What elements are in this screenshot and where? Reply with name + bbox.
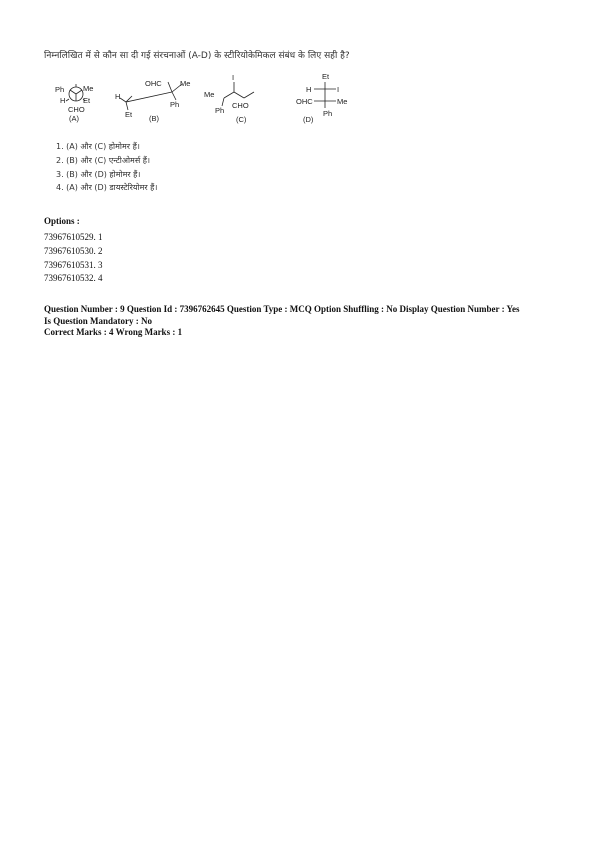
option-id: 73967610530. 2 [44, 245, 103, 256]
group-label: H [306, 85, 312, 94]
metadata-line: Is Question Mandatory : No [44, 315, 153, 326]
group-label: CHO [232, 101, 249, 110]
group-label: Ph [55, 85, 65, 94]
bond [244, 92, 254, 98]
group-label: OHC [296, 97, 313, 106]
option-id: 73967610532. 4 [44, 273, 103, 284]
metadata-line: Question Number : 9 Question Id : 7396762645 Question Type : MCQ Option Shuffling : No Display Question Number : Yes [44, 304, 520, 314]
group-label: OHC [145, 79, 162, 88]
group-label: I [232, 73, 235, 82]
group-label: H [60, 96, 66, 105]
answer-choice: 4. (A) और (D) डायस्टेरियोमर हैं। [56, 183, 158, 193]
structure-label: (C) [236, 115, 247, 124]
group-label: Me [337, 97, 348, 106]
structure-label: (A) [69, 114, 79, 123]
bond [126, 92, 172, 102]
group-label: CHO [68, 105, 85, 114]
group-label: I [337, 85, 340, 94]
bond [234, 92, 244, 98]
answer-choice: 3. (B) और (D) होमोमर हैं। [56, 169, 141, 179]
bond [126, 102, 128, 110]
group-label: Et [125, 110, 133, 119]
structure-d [296, 72, 347, 124]
group-label: Ph [323, 109, 333, 118]
bond [224, 92, 234, 98]
options-heading: Options : [44, 216, 80, 226]
bond [70, 90, 76, 94]
group-label: Ph [170, 100, 180, 109]
metadata-line: Correct Marks : 4 Wrong Marks : 1 [44, 327, 183, 337]
option-id: 73967610531. 3 [44, 259, 103, 270]
bond [120, 98, 126, 102]
answer-choices [56, 140, 157, 195]
group-label: Et [83, 96, 91, 105]
option-id: 73967610529. 1 [44, 232, 103, 242]
group-label: Ph [215, 106, 225, 115]
question-text: निम्नलिखित में से कौन सा दी गई संरचनाओं (A-D) के स्टीरियोकेमिकल संबंध के लिए सही है? [44, 51, 350, 61]
structure-a [55, 84, 93, 123]
group-label: H [115, 92, 121, 101]
group-label: Me [204, 90, 215, 99]
answer-choice: 2. (B) और (C) एन्टीओमर्स हैं। [56, 155, 151, 165]
answer-choice: 1. (A) और (C) होमोमर हैं। [56, 142, 140, 151]
bond [168, 82, 172, 92]
bond [222, 98, 224, 106]
group-label: Et [322, 72, 330, 81]
structure-b [115, 79, 190, 123]
group-label: Me [83, 84, 94, 93]
bond [76, 90, 82, 94]
structure-label: (D) [303, 115, 314, 124]
option-id-list [44, 231, 103, 286]
structures-figure [52, 70, 372, 130]
structure-label: (B) [149, 114, 159, 123]
bond [172, 92, 176, 100]
group-label: Me [180, 79, 191, 88]
bond [66, 99, 69, 101]
question-metadata [44, 304, 564, 339]
structure-c [204, 73, 254, 124]
